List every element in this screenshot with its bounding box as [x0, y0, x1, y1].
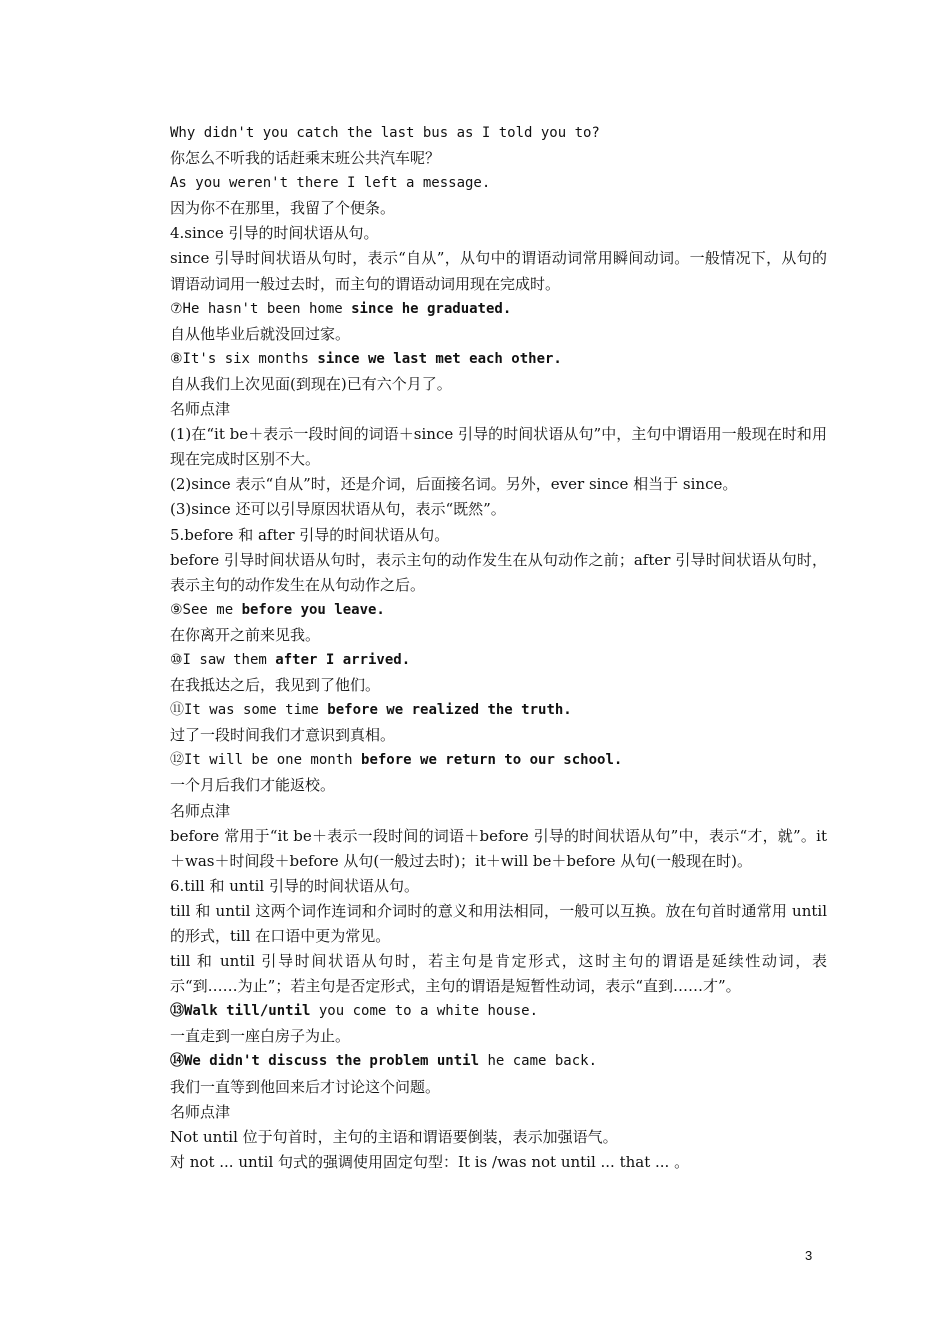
explanation-paragraph: before 引导时间状语从句时，表示主句的动作发生在从句动作之前；after 引导时间状语从句时，表示主句的动作发生在从句动作之后。 [170, 550, 828, 594]
example-main: ⑦He hasn't been home [170, 300, 352, 317]
example-main: ⑨See me [170, 601, 242, 618]
example-main: ⑪It was some time [170, 702, 328, 719]
translation: 一个月后我们才能返校。 [170, 776, 336, 795]
example-clause: ⑬Walk till/until [170, 1003, 311, 1020]
tip-note: (1)在“it be＋表示一段时间的词语＋since 引导的时间状语从句”中，主句中谓语用一般现在时和用现在完成时区别不大。 [170, 425, 827, 469]
example-sentence: As you weren't there I left a message. [170, 175, 491, 192]
example-clause: before we realized the truth. [327, 702, 572, 719]
explanation-paragraph: till 和 until 这两个词作连词和介词时的意义和用法相同，一般可以互换。放在句首时通常用 until 的形式，till 在口语中更为常见。 [170, 901, 827, 945]
translation: 自从我们上次见面(到现在)已有六个月了。 [170, 374, 452, 393]
page-number: 3 [805, 1248, 813, 1263]
example-sentence [137, 648, 827, 673]
tip-note: before 常用于“it be＋表示一段时间的词语＋before 引导的时间状语从句”中，表示“才，就”。it＋was＋时间段＋before 从句(一般过去时)；it＋will be＋before 从句(一般现在时)。 [170, 826, 827, 870]
example-sentence [137, 748, 827, 773]
tip-note: (3)since 还可以引导原因状语从句，表示“既然”。 [170, 500, 506, 519]
explanation-paragraph: since 引导时间状语从句时，表示“自从”，从句中的谓语动词常用瞬间动词。一般情况下，从句的谓语动词用一般过去时，而主句的谓语动词用现在完成时。 [170, 249, 827, 293]
example-main: he came back. [479, 1053, 598, 1070]
tip-note: 对 not ... until 句式的强调使用固定句型：It is /was not until ... that ... 。 [170, 1152, 690, 1171]
tip-note: Not until 位于句首时，主句的主语和谓语要倒装，表示加强语气。 [170, 1127, 618, 1146]
example-main: ⑫It will be one month [170, 752, 362, 769]
translation: 过了一段时间我们才意识到真相。 [170, 726, 396, 745]
example-main: you come to a white house. [310, 1003, 539, 1020]
example-clause: since he graduated. [351, 300, 512, 317]
translation: 在我抵达之后，我见到了他们。 [170, 676, 381, 695]
example-sentence [137, 698, 827, 723]
example-sentence [137, 347, 827, 372]
section-heading: 4.since 引导的时间状语从句。 [170, 224, 379, 243]
example-sentence: Why didn't you catch the last bus as I told you to? [170, 125, 600, 141]
explanation-paragraph: till 和 until 引导时间状语从句时，若主句是肯定形式，这时主句的谓语是延续性动词，表示“到……为止”；若主句是否定形式，主句的谓语是短暂性动词，表示“直到……才”。 [170, 952, 827, 996]
example-sentence [137, 297, 827, 322]
tip-note: (2)since 表示“自从”时，还是介词，后面接名词。另外，ever since 相当于 since。 [170, 475, 738, 494]
translation: 一直走到一座白房子为止。 [170, 1027, 351, 1046]
translation: 我们一直等到他回来后才讨论这个问题。 [170, 1077, 441, 1096]
example-clause: ⑭We didn't discuss the problem until [170, 1053, 480, 1070]
translation: 因为你不在那里，我留了个便条。 [170, 199, 396, 218]
example-sentence [137, 1049, 827, 1074]
translation: 你怎么不听我的话赶乘末班公共汽车呢？ [170, 149, 441, 168]
example-main: ⑩I saw them [170, 651, 276, 668]
example-clause: before you leave. [241, 601, 385, 618]
example-clause: before we return to our school. [361, 752, 623, 769]
page-content [137, 121, 827, 1175]
tips-heading: 名师点津 [170, 1102, 231, 1121]
section-heading: 5.before 和 after 引导的时间状语从句。 [170, 525, 450, 544]
example-sentence [137, 598, 827, 623]
example-sentence [137, 999, 827, 1024]
example-clause: since we last met each other. [317, 350, 562, 367]
translation: 在你离开之前来见我。 [170, 625, 321, 644]
tips-heading: 名师点津 [170, 801, 231, 820]
tips-heading: 名师点津 [170, 400, 231, 419]
translation: 自从他毕业后就没回过家。 [170, 324, 351, 343]
example-main: ⑧It's six months [170, 350, 318, 367]
section-heading: 6.till 和 until 引导的时间状语从句。 [170, 876, 419, 895]
example-clause: after I arrived. [275, 651, 411, 668]
